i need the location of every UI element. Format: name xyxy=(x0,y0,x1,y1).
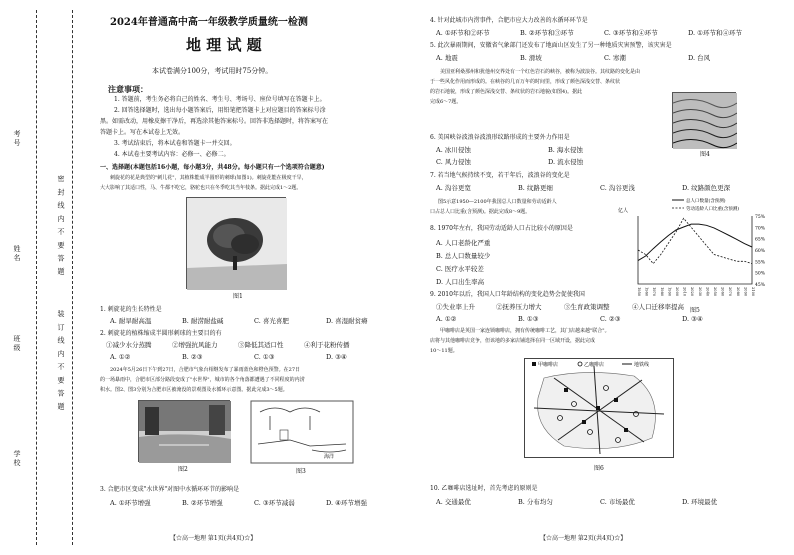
intro-text: 图5示意1950—2100年我国总人口数量和劳动适龄人 xyxy=(438,199,557,205)
q9-option-a[interactable]: A. ①② xyxy=(436,315,457,323)
intro-text: 10～11题。 xyxy=(430,348,458,354)
fig3-ocean-label: 海洋 xyxy=(324,454,335,460)
note-item: 1. 答题前，考生务必将自己的姓名、考生号、考场号、座位号填写在答题卡上。 xyxy=(114,96,326,103)
q9-item: ①失业率上升 xyxy=(436,303,475,311)
q2-item: ③降低其适口性 xyxy=(238,341,284,349)
q2-option-a[interactable]: A. ①② xyxy=(110,353,131,361)
intro-text: 2024年5月26日下午到27日，合肥市气象台相继发布了暴雨蓝色和橙色预警。在27日 xyxy=(110,367,300,373)
seal-text-2: 装 订 线 内 不 要 答 题 xyxy=(57,310,65,412)
intro-text: 口占总人口比重(含预测)。据此完成8～9题。 xyxy=(430,209,531,215)
figure-4-image xyxy=(672,92,736,148)
q5-option-b[interactable]: B. 滑坡 xyxy=(520,54,542,62)
legend-shop-b: 乙咖啡店 xyxy=(584,362,605,368)
q2-option-b[interactable]: B. ②③ xyxy=(182,353,203,361)
intro-text: 积水。图2、图3分别为合肥市区被淹没的景观图及水循环示意图。据此完成3～5题。 xyxy=(100,387,288,393)
chart-x-tick-label: 1960 xyxy=(644,287,649,297)
note-item: 黑。如需改动，用橡皮擦干净后，再选涂其他答案标号。回答非选择题时，将答案写在 xyxy=(100,118,329,125)
chart-x-tick-label: 2040 xyxy=(705,287,710,297)
note-item: 答题卡上。写在本试卷上无效。 xyxy=(100,129,185,136)
q10-option-c[interactable]: C. 市场最优 xyxy=(600,498,635,506)
note-item: 2. 回答选择题时，选出每小题答案后，用铅笔把答题卡上对应题目的答案标号涂 xyxy=(114,107,326,114)
figure-1-image xyxy=(186,197,286,289)
chart-x-tick-label: 2000 xyxy=(675,287,679,297)
figure-6-caption: 图6 xyxy=(594,465,604,472)
intro-text: 的岩石地貌，形成了颜色深浅交替、条纹状的岩石地貌(如图4)。据此 xyxy=(430,89,583,95)
legend-label-total: 总人口数量(含预测) xyxy=(686,199,726,204)
q2-item: ②增强抗风能力 xyxy=(172,341,218,349)
q7-option-c[interactable]: C. 沟谷更浅 xyxy=(600,184,635,192)
question-4-stem: 4. 针对此城市内涝事件，合肥市应大力改善的水循环环节是 xyxy=(430,17,588,24)
binding-line-inner xyxy=(72,10,73,545)
figure-3-diagram xyxy=(250,400,354,464)
chart-x-tick-label: 2030 xyxy=(697,287,702,297)
q1-option-b[interactable]: B. 耐涝耐盐碱 xyxy=(182,317,224,325)
note-item: 4. 本试卷主要考试内容：必修一、必修二。 xyxy=(114,151,230,158)
name-label: 姓名 xyxy=(13,245,21,263)
q8-option-a[interactable]: A. 人口老龄化严重 xyxy=(436,239,491,247)
figure-5-caption: 图5 xyxy=(690,307,700,314)
chart-x-tick-label: 2050 xyxy=(713,287,717,297)
q9-item: ③生育政策调整 xyxy=(564,303,610,311)
footer-left: 【☆高一地理 第1页(共4页)☆】 xyxy=(170,535,257,542)
q1-option-d[interactable]: D. 喜湿耐贫瘠 xyxy=(326,317,368,325)
chart-x-tick-label: 1990 xyxy=(667,287,672,297)
class-label: 班级 xyxy=(13,335,21,353)
question-9-stem: 9. 2010年以后，我国人口年龄结构的变化趋势会促使我国 xyxy=(430,291,585,298)
chart-ylabel: 亿人 xyxy=(618,208,629,214)
intro-text: 美国亚利桑那州和犹他州交界处有一个红色岩石的峡谷，被称为波浪谷。其纹路的变化是由 xyxy=(440,69,641,75)
q8-option-c[interactable]: C. 医疗水平较差 xyxy=(436,265,484,273)
binding-line-outer xyxy=(36,10,37,545)
q2-option-d[interactable]: D. ③④ xyxy=(326,353,347,361)
q7-option-b[interactable]: B. 纹路更细 xyxy=(518,184,553,192)
intro-text: 的一场暴雨中，合肥市区部分路段变成了"水世界"，城市的各个角落都遭遇了不同程度的内涝 xyxy=(100,377,305,383)
figure-2-caption: 图2 xyxy=(178,466,188,473)
chart-right-tick-label: 60% xyxy=(755,249,766,254)
q5-option-a[interactable]: A. 地震 xyxy=(436,54,458,62)
q9-option-c[interactable]: C. ②③ xyxy=(600,315,621,323)
q4-option-d[interactable]: D. ①环节和④环节 xyxy=(688,29,742,37)
chart-x-tick-label: 2080 xyxy=(735,287,740,297)
question-7-stem: 7. 若当地气候持续不变，若干年后，波浪谷的变化是 xyxy=(430,172,570,179)
question-3-stem: 3. 合肥市区变成"水世界"对图中水循环环节的影响是 xyxy=(100,486,240,493)
series-working-age-ratio-line xyxy=(638,218,752,263)
q4-option-c[interactable]: C. ③环节和④环节 xyxy=(604,29,658,37)
chart-x-tick-label: 2020 xyxy=(690,287,695,297)
intro-text: 店将与其他咖啡店竞争，但该地的多家店铺选择在同一区域开设，据此完成 xyxy=(430,338,596,344)
chart-x-tick-label: 1950 xyxy=(637,287,641,297)
q1-option-c[interactable]: C. 喜光喜肥 xyxy=(254,317,289,325)
q6-option-d[interactable]: D. 流水侵蚀 xyxy=(548,158,584,166)
q3-option-b[interactable]: B. ②环节增强 xyxy=(182,499,223,507)
intro-text: 于一些风化作用而形成的。在峡谷的几百万年的时间里，形成了颜色深浅交替、条纹状 xyxy=(430,79,621,85)
note-item: 3. 考试结束后，将本试卷和答题卡一并交回。 xyxy=(114,140,236,147)
q6-option-b[interactable]: B. 海水侵蚀 xyxy=(548,146,583,154)
q3-option-d[interactable]: D. ④环节增强 xyxy=(326,499,367,507)
q8-option-b[interactable]: B. 总人口数量较少 xyxy=(436,252,491,260)
figure-1-caption: 图1 xyxy=(233,293,243,300)
q9-option-b[interactable]: B. ①③ xyxy=(518,315,539,323)
chart-x-tick-label: 1980 xyxy=(659,287,664,297)
figure-4-caption: 图4 xyxy=(700,151,710,158)
chart-right-tick-label: 50% xyxy=(755,271,766,277)
chart-right-tick-label: 65% xyxy=(755,237,766,243)
exam-title: 2024年普通高中高一年级教学质量统一检测 xyxy=(110,17,308,28)
chart-x-tick-label: 2070 xyxy=(728,287,733,297)
exam-meta: 本试卷满分100分，考试用时75分钟。 xyxy=(152,67,273,75)
footer-right: 【☆高一地理 第2页(共4页)☆】 xyxy=(540,535,627,542)
chart-right-tick-label: 45% xyxy=(755,283,766,288)
chart-right-tick-label: 55% xyxy=(755,260,766,266)
figure-5-chart xyxy=(616,196,780,304)
q4-option-a[interactable]: A. ①环节和②环节 xyxy=(436,29,490,37)
legend-metro: 地铁线 xyxy=(634,362,650,368)
q3-option-a[interactable]: A. ①环节增强 xyxy=(110,499,151,507)
q5-option-d[interactable]: D. 台风 xyxy=(688,54,711,62)
q2-item: ④利于花粉传播 xyxy=(304,341,350,349)
figure-2-image xyxy=(138,400,230,462)
school-label: 学校 xyxy=(13,450,21,468)
chart-axes xyxy=(638,216,752,284)
question-6-stem: 6. 美国峡谷波浪谷波浪形纹路形成的主要外力作用是 xyxy=(430,134,570,141)
chart-x-tick-label: 2100 xyxy=(751,287,755,297)
q2-option-c[interactable]: C. ①③ xyxy=(254,353,275,361)
question-10-stem: 10. 乙咖啡店选址时，首先考虑的原则是 xyxy=(430,485,538,492)
chart-right-tick-label: 75% xyxy=(755,215,766,220)
q8-option-d[interactable]: D. 人口出生率高 xyxy=(436,278,485,286)
q3-option-c[interactable]: C. ③环节减弱 xyxy=(254,499,295,507)
exam-no-label: 考号 xyxy=(13,130,21,148)
q6-option-c[interactable]: C. 风力侵蚀 xyxy=(436,158,471,166)
question-1-stem: 1. 刺旋花的生长特性是 xyxy=(100,306,162,313)
section-heading: 一、选择题(本题包括16小题，每小题3分，共48分。每小题只有一个选项符合题意) xyxy=(100,164,325,171)
intro-text: 甲咖啡店是英国一家连锁咖啡店，拥有传统咖啡工艺，其门店越来越"联合"。 xyxy=(440,328,610,334)
q1-option-a[interactable]: A. 耐旱耐高温 xyxy=(110,317,152,325)
subject-title: 地 理 试 题 xyxy=(186,36,262,54)
series-total-population-line xyxy=(638,224,752,261)
question-2-stem: 2. 刺旋花的植株缩成半圆形刺球的主要目的有 xyxy=(100,330,222,337)
q7-option-d[interactable]: D. 纹路颜色更深 xyxy=(682,184,731,192)
q5-option-c[interactable]: C. 寒潮 xyxy=(604,54,626,62)
intro-text: 刺旋花的花是典型的"刺儿花"，其植株能成半圆形的刺球(如图1)。刺旋花能在极度干旱， xyxy=(110,175,307,181)
intro-text: 完成6～7题。 xyxy=(430,99,462,105)
q7-option-a[interactable]: A. 沟谷更宽 xyxy=(436,184,471,192)
chart-x-tick-label: 2090 xyxy=(743,287,748,297)
question-5-stem: 5. 此次暴雨期间，安徽省气象部门还发布了地面山区发生了另一种地质灾害预警，该灾害是 xyxy=(430,42,672,49)
notes-title: 注意事项： xyxy=(108,84,148,94)
q10-option-a[interactable]: A. 交通最优 xyxy=(436,498,471,506)
intro-text: 大大影响了其适口性，马、牛都不吃它，骆驼也只在冬季吃其当年枝条。据此完成1～2题。 xyxy=(100,185,302,191)
q2-item: ①减少水分蒸腾 xyxy=(106,341,152,349)
q9-item: ②抚养压力增大 xyxy=(496,303,542,311)
q10-option-d[interactable]: D. 环境最优 xyxy=(682,498,718,506)
q6-option-a[interactable]: A. 冰川侵蚀 xyxy=(436,146,471,154)
figure-3-caption: 图3 xyxy=(296,468,306,475)
figure-6-map xyxy=(524,358,674,458)
chart-x-tick-label: 2010 xyxy=(682,287,687,297)
chart-x-tick-label: 1970 xyxy=(652,287,657,297)
q9-option-d[interactable]: D. ③④ xyxy=(682,315,703,323)
question-8-stem: 8. 1970年左右，我国劳动适龄人口占比较小的原因是 xyxy=(430,225,573,232)
seal-text: 密 封 线 内 不 要 答 题 xyxy=(57,175,65,277)
chart-x-tick-label: 2060 xyxy=(720,287,725,297)
q4-option-b[interactable]: B. ②环节和③环节 xyxy=(520,29,574,37)
legend-label-ratio: 劳动适龄人口比重(含预测) xyxy=(686,207,740,212)
q9-item: ④人口迁移率提高 xyxy=(632,303,684,311)
chart-right-tick-label: 70% xyxy=(755,226,766,232)
legend-shop-a: 甲咖啡店 xyxy=(538,362,559,368)
q10-option-b[interactable]: B. 分布均匀 xyxy=(518,498,553,506)
